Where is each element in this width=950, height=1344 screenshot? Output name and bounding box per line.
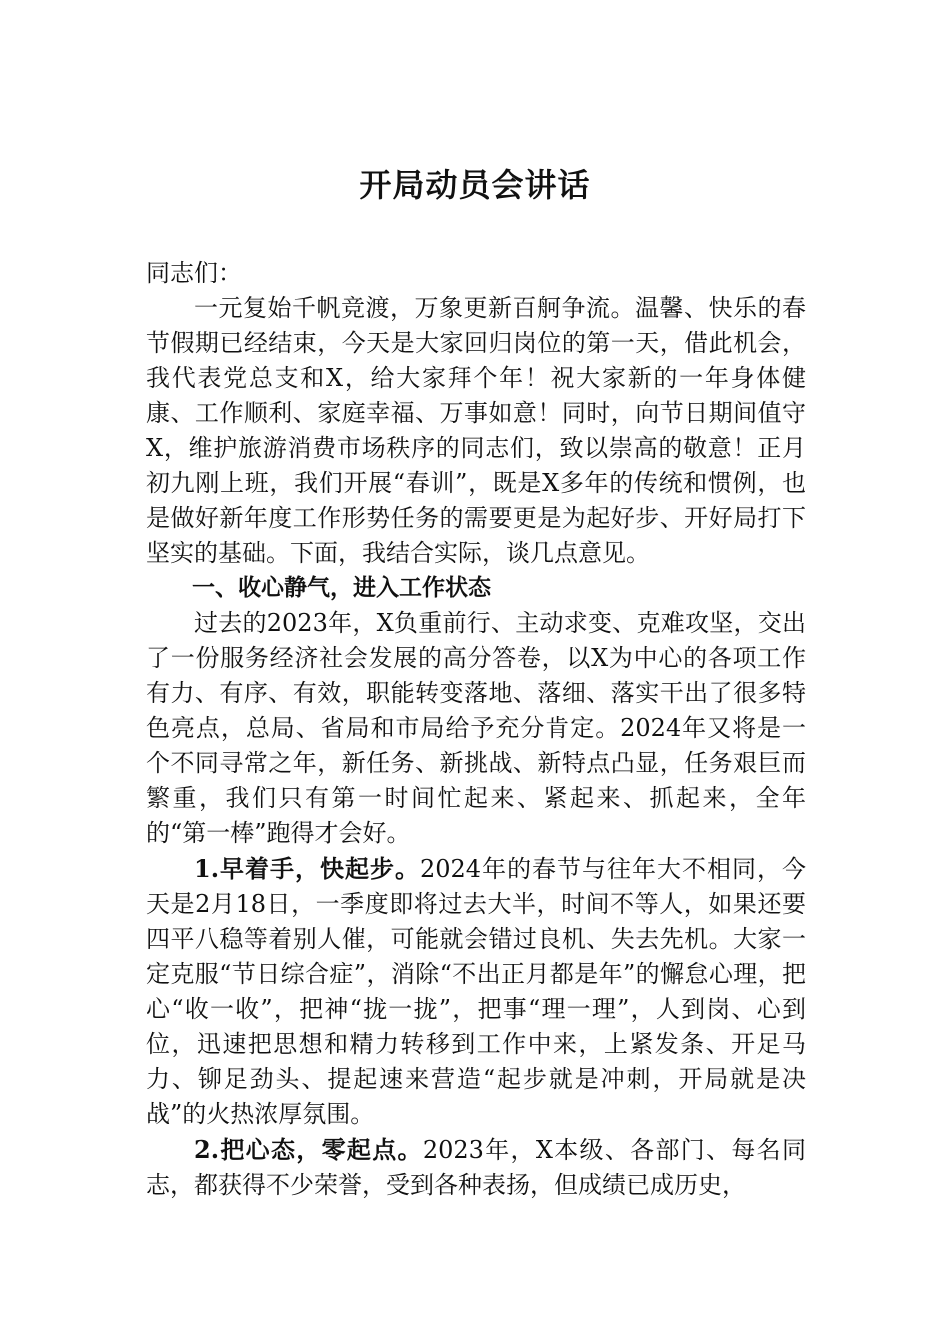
point-1-lead: 1.早着手，快起步。 — [194, 854, 420, 883]
section-heading-1: 一、收心静气，进入工作状态 — [192, 575, 491, 601]
paragraph-intro: 一元复始千帆竞渡，万象更新百舸争流。温馨、快乐的春节假期已经结束，今天是大家回归岗位的第一天，借此机会，我代表党总支和X，给大家拜个年！祝大家新的一年身体健康、工作顺利、家庭幸福、万事如意！同时，向节日期间值守X，维护旅游消费市场秩序的同志们，致以崇高的敬意！正月初九刚上班，我们开展“春训”，既是X多年的传统和惯例，也是做好新年度工作形势任务的需要更是为起好步、开好局打下坚实的基础。下面，我结合实际，谈几点意见。 — [146, 294, 806, 567]
paragraph-point-2 — [146, 1132, 806, 1203]
document-body — [146, 256, 806, 1203]
point-1-text: 2024年的春节与往年大不相同，今天是2月18日，一季度即将过去大半，时间不等人，如果还要四平八稳等着别人催，可能就会错过良机、失去先机。大家一定克服“节日综合症”，消除“不出正月都是年”的懈怠心理，把心“收一收”，把神“拢一拢”，把事“理一理”，人到岗、心到位，迅速把思想和精力转移到工作中来，上紧发条、开足马力、铆足劲头、提起速来营造“起步就是冲刺，开局就是决战”的火热浓厚氛围。 — [146, 855, 806, 1128]
salutation: 同志们： — [146, 259, 242, 287]
paragraph-review: 过去的2023年，X负重前行、主动求变、克难攻坚，交出了一份服务经济社会发展的高分答卷，以X为中心的各项工作有力、有序、有效，职能转变落地、落细、落实干出了很多特色亮点，总局、省局和市局给予充分肯定。2024年又将是一个不同寻常之年，新任务、新挑战、新特点凸显，任务艰巨而繁重，我们只有第一时间忙起来、紧起来、抓起来，全年的“第一棒”跑得才会好。 — [146, 609, 806, 847]
document-title: 开局动员会讲话 — [359, 166, 591, 204]
point-2-lead: 2.把心态，零起点。 — [194, 1135, 423, 1164]
paragraph-point-1 — [146, 851, 806, 1132]
point-2-text: 2023年，X本级、各部门、每名同志，都获得不少荣誉，受到各种表扬，但成绩已成历史， — [146, 1136, 806, 1199]
